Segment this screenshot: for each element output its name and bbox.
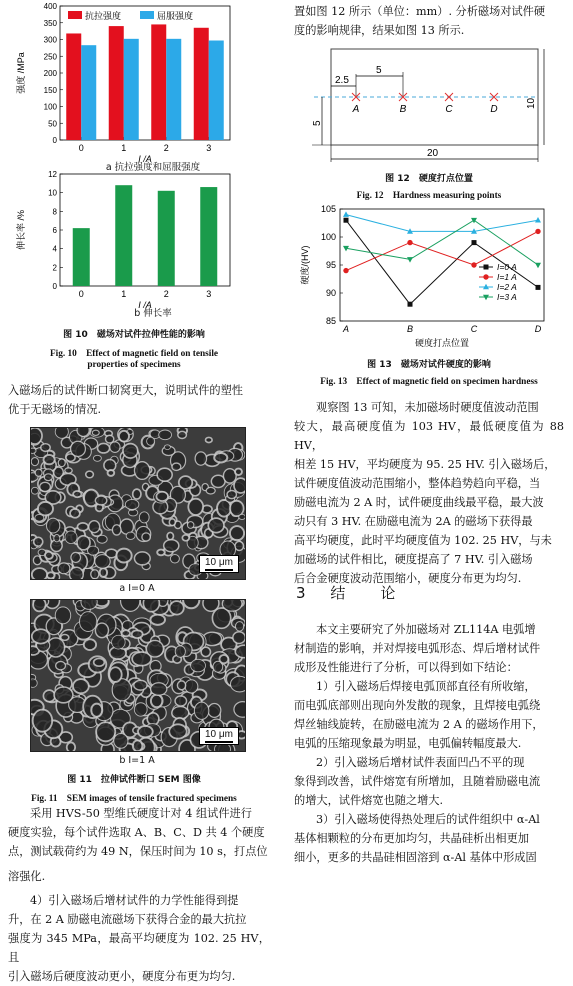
- right-paragraph-top: 置如图 12 所示（单位：mm）. 分析磁场对试件硬 度的影响规律，结果如图 13 所示.: [294, 5, 546, 37]
- y-tick-label: 90: [325, 288, 336, 298]
- x-tick-label: 1: [121, 289, 127, 299]
- dimple: [235, 541, 244, 550]
- dimple: [94, 658, 105, 666]
- text-line: 试件硬度值波动范围缩小，整体趋势趋向平稳，当: [294, 477, 541, 490]
- dimple: [234, 478, 245, 493]
- y-tick-label: 100: [43, 102, 57, 112]
- dimple: [86, 471, 94, 478]
- dimple: [235, 645, 245, 657]
- right-paragraph-2: [294, 620, 564, 867]
- text-line: 象得到改善，试件熔宽有所增加，且随着励磁电流: [294, 775, 541, 788]
- text-line: 材制造的影响，并对焊接电弧形态、焊后增材试件: [294, 642, 541, 655]
- right-paragraph-1: [294, 398, 564, 588]
- dimple: [95, 623, 108, 638]
- dimple: [98, 443, 110, 453]
- dimple: [182, 535, 189, 541]
- dimple: [201, 647, 210, 656]
- dimple: [44, 474, 52, 481]
- dimple: [230, 526, 244, 540]
- text-line: 电弧的压缩现象最为明显，电弧偏转幅度最大.: [294, 737, 522, 750]
- section-title: 结 论: [330, 584, 406, 602]
- marker-square: [408, 302, 413, 307]
- dimple: [46, 518, 59, 533]
- dimple: [151, 695, 163, 708]
- text-line: 加磁场的试件相比，硬度提高了 7 HV. 引入磁场: [294, 553, 533, 566]
- marker-triangle-down: [471, 218, 477, 224]
- dimple: [179, 476, 192, 489]
- fig13-caption-cn: 图 13 磁场对试件硬度的影响: [367, 360, 491, 370]
- dimple: [116, 549, 131, 563]
- text-line: 而电弧底部则出现向外发散的现象，且焊接电弧绕: [294, 699, 541, 712]
- x-tick-label: C: [470, 324, 478, 334]
- dimple: [208, 704, 221, 718]
- fig10b-chart: [10, 170, 240, 308]
- text-line: 相差 15 HV，平均硬度为 95. 25 HV. 引入磁场后，: [294, 458, 556, 471]
- legend-label: I=2 A: [497, 282, 517, 292]
- dimple: [167, 532, 173, 539]
- dim-5-horizontal: 5: [376, 65, 382, 76]
- dimple: [126, 532, 135, 539]
- x-tick-label: 3: [206, 289, 212, 299]
- marker-triangle-down: [407, 257, 413, 263]
- dimple: [34, 537, 43, 546]
- bar-tensile: [109, 26, 124, 140]
- dimple: [170, 601, 184, 615]
- marker-circle: [483, 274, 488, 279]
- y-axis-label: 伸长率 /%: [16, 209, 26, 251]
- dimple: [70, 509, 80, 518]
- dimple: [172, 707, 189, 719]
- dimple: [54, 687, 73, 703]
- dimple: [164, 540, 179, 552]
- dim-10: 10: [526, 97, 537, 109]
- dimple: [146, 640, 163, 657]
- marker-triangle-down: [535, 263, 541, 269]
- marker-square: [536, 285, 541, 290]
- dimple: [67, 742, 75, 751]
- text-line: 1）引入磁场后焊接电弧顶部直径有所收缩，: [316, 680, 536, 693]
- legend-swatch: [140, 11, 154, 19]
- dimple: [230, 501, 244, 516]
- dimple: [33, 710, 53, 732]
- y-tick-label: 12: [48, 170, 57, 179]
- x-tick-label: 0: [78, 143, 84, 153]
- bar-elongation: [200, 187, 217, 286]
- dimple: [91, 570, 99, 579]
- marker-triangle-up: [535, 217, 541, 223]
- x-axis-label: I /A: [138, 154, 152, 162]
- y-tick-label: 8: [52, 207, 57, 217]
- text-line: 本文主要研究了外加磁场对 ZL114A 电弧增: [316, 623, 536, 636]
- y-tick-label: 300: [43, 35, 57, 45]
- y-axis-label: 硬度/(HV): [300, 245, 310, 285]
- bar-yield: [81, 45, 96, 140]
- text-line: 2）引入磁场后增材试件表面凹凸不平的现: [316, 756, 525, 769]
- dimple: [106, 435, 114, 443]
- dimple: [172, 463, 181, 470]
- bar-yield: [166, 39, 181, 140]
- dimple: [206, 487, 215, 494]
- bar-elongation: [115, 185, 132, 286]
- scale-bar-a: 10 μm: [199, 555, 239, 573]
- x-tick-label: B: [406, 324, 414, 334]
- dimple: [71, 552, 81, 562]
- x-tick-label: 2: [163, 289, 169, 299]
- legend-label: 抗拉强度: [85, 11, 122, 21]
- dimple: [133, 740, 143, 751]
- dimple: [73, 491, 81, 497]
- dimple: [44, 455, 55, 464]
- dimple: [159, 430, 172, 440]
- y-tick-label: 200: [43, 69, 57, 78]
- dimple: [138, 726, 153, 737]
- dimple: [119, 431, 129, 442]
- y-tick-label: 6: [52, 226, 57, 235]
- text-line: 基体相颗粒的分布更加均匀，共晶硅析出相更加: [294, 832, 529, 845]
- dimple: [65, 531, 77, 544]
- y-tick-label: 10: [48, 188, 57, 198]
- dimple: [108, 470, 115, 476]
- dimple: [147, 437, 155, 445]
- dimple: [100, 568, 107, 577]
- dimple: [31, 428, 42, 444]
- left-paragraph-1: 入磁场后的试件断口韧窝更大，说明试件的塑性 优于无磁场的情况.: [8, 384, 243, 416]
- sem-image-b: [30, 599, 246, 752]
- dimple: [89, 521, 100, 533]
- scale-bar-b: 10 μm: [199, 727, 239, 745]
- dimple: [185, 680, 198, 693]
- sem-image-a: [30, 427, 246, 580]
- dimple: [114, 733, 128, 748]
- dimple: [164, 445, 170, 450]
- dimple: [32, 568, 47, 579]
- dimple: [55, 428, 68, 438]
- point-label-C: C: [445, 104, 453, 115]
- dim-2-5: 2.5: [335, 75, 349, 86]
- y-tick-label: 0: [52, 282, 57, 291]
- x-axis-label: 硬度打点位置: [414, 338, 470, 348]
- fig13-caption-en: Fig. 13 Effect of magnetic field on specimen hardness: [320, 377, 538, 387]
- fig12-caption-en: Fig. 12 Hardness measuring points: [356, 191, 502, 201]
- dim-20: 20: [427, 148, 439, 159]
- dimple: [41, 444, 50, 452]
- dimple: [97, 535, 107, 543]
- dim-5-vertical: 5: [312, 120, 323, 126]
- x-tick-label: 1: [121, 143, 127, 153]
- fig11-caption-cn: 图 11 拉伸试件断口 SEM 图像: [67, 775, 201, 785]
- dimple: [156, 492, 168, 501]
- dimple: [33, 600, 46, 611]
- dimple: [227, 491, 236, 499]
- dimple: [96, 722, 115, 741]
- point-label-D: D: [490, 104, 498, 115]
- dimple: [123, 444, 138, 458]
- dimple: [109, 667, 121, 682]
- fig10a-caption: a 抗拉强度和屈服强度: [105, 162, 201, 173]
- dimple: [143, 600, 159, 612]
- bar-tensile: [151, 24, 166, 140]
- dimple: [80, 612, 97, 632]
- fig11-caption-en: Fig. 11 SEM images of tensile fractured specimens: [31, 794, 237, 804]
- dimple: [45, 552, 53, 559]
- dimple: [112, 525, 121, 535]
- fig10b-caption: b 伸长率: [134, 308, 172, 319]
- dimple: [32, 629, 50, 643]
- dimple: [31, 679, 37, 688]
- dimple: [95, 555, 111, 569]
- marker-circle: [535, 229, 540, 234]
- x-tick-label: D: [534, 324, 542, 334]
- bar-yield: [124, 39, 139, 140]
- text-line: 励磁电流为 2 A 时，试件硬度曲线最平稳，最大波: [294, 496, 544, 509]
- left-paragraph-4: 4）引入磁场后增材试件的力学性能得到提 升，在 2 A 励磁电流磁场下获得合金的最大抗拉 强度为 345 MPa，最高平均硬度为 102. 25 HV，且 引入磁场后硬度波动更小，硬度分布更为均匀.: [8, 894, 270, 983]
- dimple: [77, 536, 90, 550]
- dimple: [77, 428, 89, 436]
- dimple: [122, 630, 130, 636]
- dimple: [239, 514, 245, 519]
- dimple: [183, 600, 199, 608]
- legend-label: I=1 A: [497, 272, 517, 282]
- dimple: [150, 615, 165, 625]
- y-axis-label: 强度 /MPa: [16, 52, 26, 94]
- marker-circle: [343, 268, 348, 273]
- dimple: [40, 482, 51, 491]
- marker-triangle-up: [343, 211, 349, 217]
- dimple: [92, 430, 99, 435]
- y-tick-label: 350: [43, 18, 57, 28]
- dimple: [112, 635, 126, 649]
- series-3: [343, 218, 541, 268]
- dimple: [77, 523, 88, 531]
- left-paragraph-2: 采用 HVS-50 型维氏硬度计对 4 组试件进行 硬度实验，每个试件选取 A、B、C、D 共 4 个硬度 点，测试载荷约为 49 N，保压时间为 10 s，打点位: [8, 807, 268, 858]
- legend-label: I=3 A: [497, 292, 517, 302]
- fig11b-caption: b I=1 A: [119, 755, 155, 766]
- text-line: 高平均硬度，此时平均硬度值为 102. 25 HV，与未: [294, 534, 552, 547]
- dimple: [134, 552, 150, 565]
- marker-square: [484, 265, 489, 270]
- dimple: [169, 519, 175, 526]
- text-line: 后合金硬度波动范围缩小，硬度分布更为均匀.: [294, 572, 522, 585]
- dimple: [208, 518, 224, 532]
- dimple: [132, 630, 143, 638]
- y-tick-label: 85: [325, 316, 336, 326]
- series-line: [346, 215, 538, 232]
- y-tick-label: 400: [43, 2, 57, 11]
- dimple: [178, 431, 187, 438]
- bar-yield: [209, 41, 224, 140]
- dimple: [191, 659, 206, 672]
- bar-tensile: [194, 28, 209, 140]
- dimple: [35, 514, 44, 521]
- dimple: [139, 512, 149, 523]
- dimple: [170, 555, 179, 563]
- dimple: [234, 702, 245, 718]
- dimple: [93, 455, 101, 461]
- y-tick-label: 2: [52, 263, 57, 273]
- dimple: [71, 441, 86, 456]
- dimple: [233, 632, 245, 644]
- dimple: [91, 704, 102, 717]
- text-line: 较大，最高硬度值为 103 HV，最低硬度值为 88 HV，: [294, 420, 564, 452]
- x-axis-label: I /A: [138, 300, 152, 308]
- text-line: 动只有 3 HV. 在励磁电流为 2A 的磁场下获得最: [294, 515, 533, 528]
- bar-elongation: [73, 228, 90, 286]
- dimple: [38, 502, 53, 516]
- point-label-B: B: [399, 104, 407, 115]
- y-tick-label: 0: [52, 136, 57, 145]
- dimple: [54, 535, 60, 542]
- dimple: [235, 622, 243, 632]
- dimple: [84, 639, 96, 650]
- y-tick-label: 95: [325, 260, 336, 270]
- dimple: [235, 469, 242, 476]
- dimple: [31, 458, 38, 466]
- x-tick-label: 2: [163, 143, 169, 153]
- dimple: [151, 683, 167, 696]
- dimple: [230, 676, 245, 692]
- y-tick-label: 50: [48, 119, 57, 129]
- left-paragraph-3: 溶强化.: [8, 870, 46, 883]
- dimple: [35, 469, 42, 476]
- dimple: [61, 635, 69, 641]
- y-tick-label: 150: [43, 85, 57, 95]
- dimple: [31, 487, 38, 494]
- fig10-caption-en-2: properties of specimens: [87, 360, 181, 370]
- y-tick-label: 250: [43, 52, 57, 62]
- dimple: [142, 533, 151, 541]
- section-heading: [296, 582, 405, 603]
- legend-swatch: [68, 11, 82, 19]
- dimple: [175, 696, 187, 706]
- dimple: [55, 607, 70, 624]
- dimple: [87, 546, 98, 555]
- bar-elongation: [158, 191, 175, 286]
- dimple: [177, 681, 185, 690]
- text-line: 3）引入磁场使得热处理后的试件组织中 α-Al: [316, 813, 540, 826]
- y-tick-label: 100: [320, 232, 336, 242]
- dimple: [125, 499, 139, 509]
- x-tick-label: A: [342, 324, 350, 334]
- dimple: [188, 499, 203, 515]
- fig11a-caption: a I=0 A: [119, 583, 155, 594]
- dimple: [73, 679, 89, 693]
- marker-circle: [471, 262, 476, 267]
- text-line: 观察图 13 可知，未加磁场时硬度值波动范围: [316, 401, 539, 414]
- dimple: [47, 572, 55, 578]
- dimple: [157, 550, 165, 556]
- dimple: [58, 459, 65, 467]
- dimple: [134, 703, 147, 716]
- dimple: [214, 453, 227, 462]
- dimple: [69, 567, 83, 579]
- legend-label: I=0 A: [497, 262, 517, 272]
- dimple: [134, 462, 149, 480]
- y-tick-label: 105: [320, 204, 336, 214]
- x-tick-label: 3: [206, 143, 212, 153]
- fig10-caption-cn: 图 10 磁场对试件拉伸性能的影响: [63, 330, 205, 340]
- legend-label: 屈服强度: [157, 11, 194, 21]
- text-line: 焊丝轴线旋转，在励磁电流为 2 A 的磁场作用下，: [294, 718, 544, 731]
- dimple: [31, 448, 36, 453]
- marker-square: [472, 240, 477, 245]
- fig12-caption-cn: 图 12 硬度打点位置: [385, 174, 473, 184]
- fig10-caption-en-1: Fig. 10 Effect of magnetic field on tensile: [49, 349, 219, 359]
- dimple: [206, 437, 213, 442]
- dimple: [65, 468, 72, 473]
- text-line: 成形及性能进行了分析，可以得到如下结论：: [294, 661, 518, 674]
- fig13-chart: [296, 203, 564, 353]
- text-line: 细小，更多的共晶硅相固溶到 α-Al 基体中形成固: [294, 851, 537, 864]
- dimple: [134, 680, 147, 690]
- section-number: 3: [296, 584, 316, 602]
- dimple: [56, 661, 66, 669]
- fig10a-chart: [10, 2, 240, 162]
- series-2: [343, 211, 541, 233]
- dimple: [222, 600, 242, 611]
- marker-square: [344, 218, 349, 223]
- marker-circle: [407, 240, 412, 245]
- dimple: [187, 522, 193, 529]
- bar-tensile: [66, 33, 81, 140]
- dimple: [169, 724, 187, 738]
- dimple: [195, 452, 206, 465]
- fig12-diagram: [300, 48, 550, 166]
- x-tick-label: 0: [78, 289, 84, 299]
- text-line: 的增大，试件熔宽也随之增大.: [294, 794, 443, 807]
- point-label-A: A: [352, 104, 360, 115]
- y-tick-label: 4: [52, 244, 57, 254]
- dimple: [58, 563, 70, 574]
- dimple: [175, 646, 185, 658]
- dimple: [213, 661, 223, 672]
- dimple: [95, 496, 106, 505]
- dimple: [157, 468, 172, 481]
- dimple: [194, 702, 209, 719]
- dimple: [133, 489, 141, 499]
